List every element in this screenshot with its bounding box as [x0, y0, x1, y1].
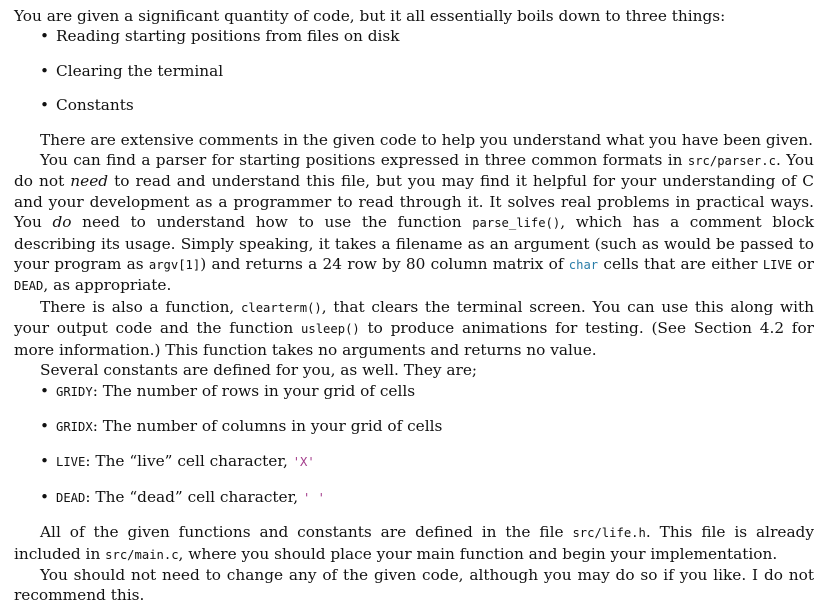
- text: need to understand how to use the function: [71, 213, 473, 232]
- text: . This file is already included in: [14, 523, 814, 563]
- list-item: • Constants: [14, 95, 814, 115]
- constant-description: : The number of rows in your grid of cells: [92, 381, 416, 400]
- parse-life-code: parse_life(): [472, 216, 561, 231]
- string-literal: ' ': [302, 490, 325, 505]
- text: to read and understand this file, but you may find it helpful for your understanding of C and your development as a programmer to read through it. It solves real problems in practical ways. You: [14, 172, 815, 232]
- char-keyword: char: [568, 258, 599, 273]
- defined-paragraph: [14, 522, 814, 565]
- text: You can find a parser for starting positions expressed in three common formats in: [40, 151, 688, 170]
- live-code: LIVE: [762, 258, 793, 273]
- constant-name: GRIDX: [56, 419, 93, 434]
- life-header-code: src/life.h: [572, 526, 646, 541]
- usleep-code: usleep(): [301, 322, 360, 337]
- document-body: [14, 6, 814, 606]
- constant-description: : The number of columns in your grid of cells: [92, 416, 443, 435]
- text: ) and returns a 24 row by 80 column matrix of: [200, 255, 569, 274]
- parser-file-code: src/parser.c: [687, 154, 776, 169]
- text: All of the given functions and constants are defined in the file: [40, 523, 573, 542]
- intro-paragraph: You are given a significant quantity of code, but it all essentially boils down to three things:: [14, 7, 726, 25]
- list-item: [14, 451, 814, 472]
- string-literal: 'X': [292, 455, 315, 470]
- list-item: [14, 416, 814, 437]
- clearterm-code: clearterm(): [241, 300, 322, 315]
- emphasis-need: need: [70, 172, 109, 191]
- constants-paragraph: Several constants are defined for you, as well. They are;: [40, 361, 478, 380]
- constant-name: LIVE: [56, 455, 86, 470]
- list-item: • Reading starting positions from files on disk: [14, 26, 814, 46]
- list-item: [14, 487, 814, 508]
- text: , where you should place your main function and begin your implementation.: [178, 544, 778, 563]
- text: . You do not: [14, 151, 814, 191]
- comments-paragraph: There are extensive comments in the given code to help you understand what you have been given.: [40, 130, 813, 149]
- list-item: [14, 381, 814, 402]
- text: , that clears the terminal screen. You can use this along with your output code and the function: [14, 297, 814, 338]
- argv-code: argv[1]: [148, 258, 201, 273]
- text: , which has a comment block describing its usage. Simply speaking, it takes a filename as an argument (such as would be passed to your program as: [14, 213, 814, 274]
- parser-paragraph: [14, 150, 814, 297]
- change-paragraph: You should not need to change any of the given code, although you may do so if you like. I do not recommend this.: [14, 565, 814, 605]
- clearterm-paragraph: [14, 297, 814, 360]
- constant-description: : The “live” cell character,: [85, 452, 293, 471]
- emphasis-do: do: [52, 213, 72, 232]
- text: cells that are either: [598, 255, 763, 274]
- text: , as appropriate.: [43, 276, 172, 295]
- constant-name: DEAD: [56, 490, 86, 505]
- constant-name: GRIDY: [56, 384, 93, 399]
- text: There is also a function,: [40, 297, 242, 316]
- list-item: • Clearing the terminal: [14, 61, 814, 81]
- dead-code: DEAD: [14, 279, 44, 294]
- constant-description: : The “dead” cell character,: [85, 487, 303, 506]
- main-file-code: src/main.c: [105, 547, 179, 562]
- constants-list: [14, 381, 814, 509]
- text: or: [792, 255, 814, 274]
- text: to produce animations for testing. (See Section 4.2 for more information.) This function takes no arguments and returns no value.: [14, 319, 814, 359]
- given-things-list: [14, 26, 814, 115]
